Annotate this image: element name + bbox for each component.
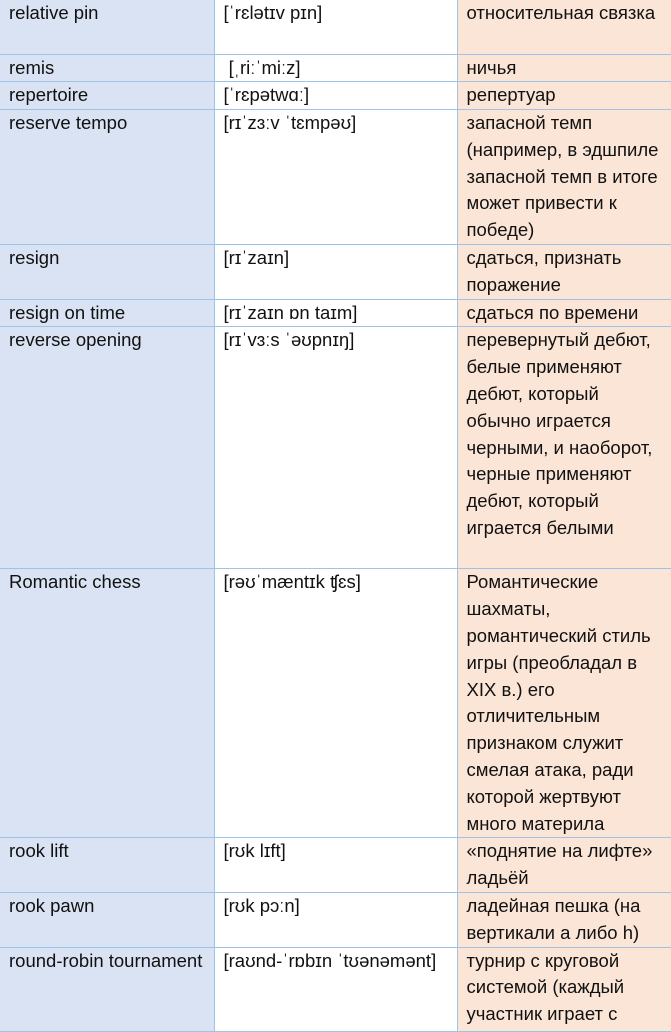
ipa-cell: [ˌriːˈmiːz] (214, 54, 457, 82)
ipa-cell: [rɪˈzaɪn] (214, 245, 457, 300)
translation-cell: турнир с круговой системой (каждый участник играет с (457, 947, 671, 1031)
translation-cell: «поднятие на лифте» ладьёй (457, 838, 671, 893)
translation-cell: репертуар (457, 82, 671, 110)
term-cell: resign (0, 245, 214, 300)
term-cell: round-robin tournament (0, 947, 214, 1031)
translation-cell: перевернутый дебют, белые применяют дебют, который обычно играется черными, и наоборот, черные применяют дебют, который играется белыми (457, 327, 671, 569)
term-cell: resign on time (0, 299, 214, 327)
translation-cell: ладейная пешка (на вертикали a либо h) (457, 893, 671, 948)
term-cell: reserve tempo (0, 110, 214, 245)
ipa-cell: [rɪˈzaɪn ɒn taɪm] (214, 299, 457, 327)
table-row (0, 838, 671, 893)
term-cell: reverse opening (0, 327, 214, 569)
term-cell: repertoire (0, 82, 214, 110)
table-row (0, 0, 671, 54)
ipa-cell: [rɪˈvɜːs ˈəʊpnɪŋ] (214, 327, 457, 569)
term-cell: Romantic chess (0, 569, 214, 838)
term-cell: rook lift (0, 838, 214, 893)
table-row (0, 299, 671, 327)
ipa-cell: [rʊk lɪft] (214, 838, 457, 893)
table-row (0, 82, 671, 110)
translation-cell: ничья (457, 54, 671, 82)
term-cell: rook pawn (0, 893, 214, 948)
translation-cell: относительная связка (457, 0, 671, 54)
table-row (0, 893, 671, 948)
ipa-cell: [ˈrɛlətɪv pɪn] (214, 0, 457, 54)
ipa-cell: [rɪˈzɜːv ˈtɛmpəʊ] (214, 110, 457, 245)
table-row (0, 54, 671, 82)
translation-cell: запасной темп (например, в эдшпиле запасной темп в итоге может привести к победе) (457, 110, 671, 245)
ipa-cell: [ˈrɛpətwɑː] (214, 82, 457, 110)
term-cell: remis (0, 54, 214, 82)
table-row (0, 327, 671, 569)
table-row (0, 245, 671, 300)
table-row (0, 569, 671, 838)
term-cell: relative pin (0, 0, 214, 54)
translation-cell: сдаться по времени (457, 299, 671, 327)
ipa-cell: [rəʊˈmæntɪk ʧɛs] (214, 569, 457, 838)
ipa-cell: [rʊk pɔːn] (214, 893, 457, 948)
translation-cell: сдаться, признать поражение (457, 245, 671, 300)
ipa-cell: [raʊnd-ˈrɒbɪn ˈtʊənəmənt] (214, 947, 457, 1031)
translation-cell: Романтические шахматы, романтический стиль игры (преобладал в XIX в.) его отличительным признаком служит смелая атака, ради которой жертвуют много материла (457, 569, 671, 838)
table-row (0, 110, 671, 245)
table-row (0, 947, 671, 1031)
